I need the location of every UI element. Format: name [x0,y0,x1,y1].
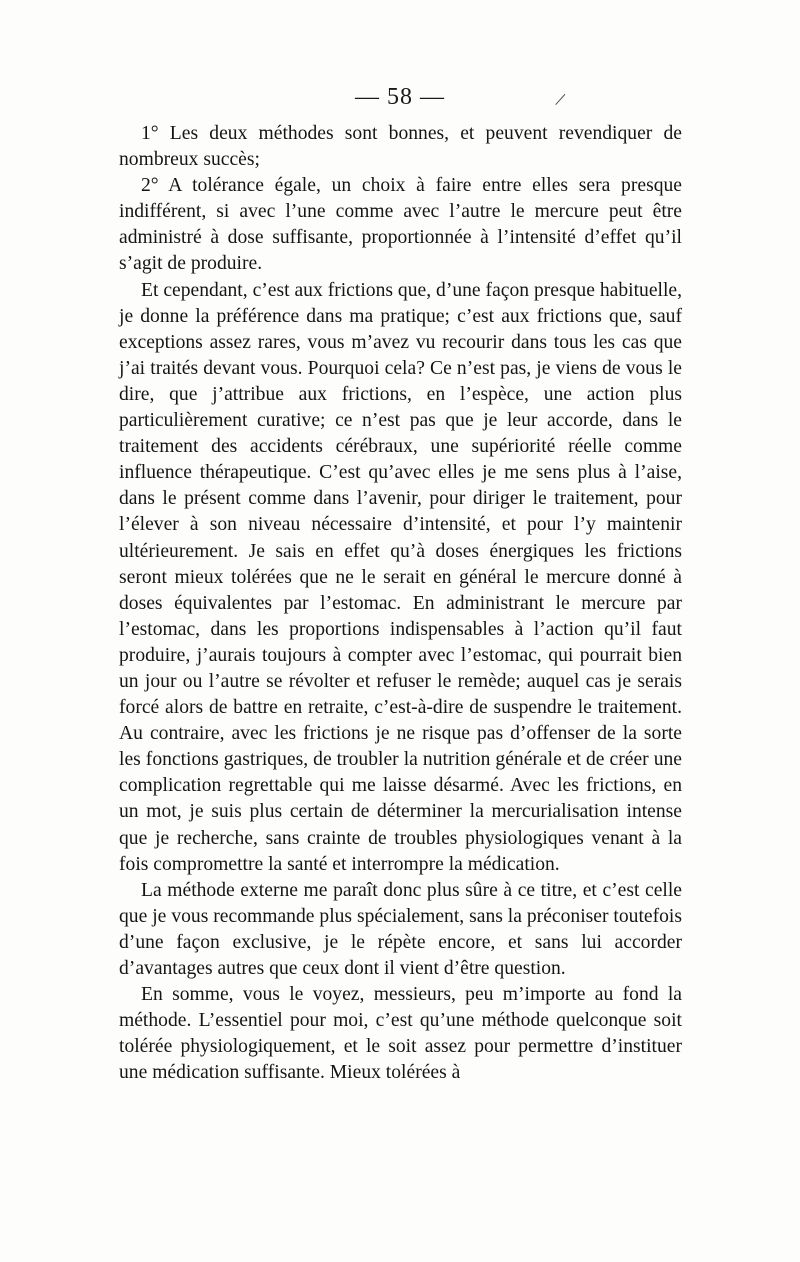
paragraph-4: La méthode externe me paraît donc plus sûre à ce titre, et c’est celle que je vous recommande plus spécialement, sans la préconiser toutefois d’une façon exclusive, je le répète encore, et sans lui accorder d’avantages autres que ceux dont il vient d’être question. [119,879,682,979]
paragraph-5: En somme, vous le voyez, messieurs, peu m’importe au fond la méthode. L’essentiel pour moi, c’est qu’une méthode quelconque soit tolérée physiologiquement, et le soit assez pour permettre d’instituer une médication suffisante. Mieux tolérées à [119,984,682,1084]
paragraph-2: 2° A tolérance égale, un choix à faire entre elles sera presque indifférent, si avec l’une comme avec l’autre le mercure peut être administré à dose suffisante, proportionnée à l’intensité d’effet qu’il s’agit de produire. [119,175,682,275]
body-text [119,121,682,1086]
page-number: — 58 — [355,84,445,110]
paragraph-1: 1° Les deux méthodes sont bonnes, et peuvent revendiquer de nombreux succès; [119,123,682,171]
paragraph-3: Et cependant, c’est aux frictions que, d’une façon presque habituelle, je donne la préférence dans ma pratique; c’est aux frictions que, sauf exceptions assez rares, vous m’avez vu recourir dans tous les cas que j’ai traités devant vous. Pourquoi cela? Ce n’est pas, je viens de vous le dire, que j’attribue aux frictions, en l’espèce, une action plus particulièrement curative; ce n’est pas que je leur accorde, dans le traitement des accidents cérébraux, une supériorité réelle comme influence thérapeutique. C’est qu’avec elles je me sens plus à l’aise, dans le présent comme dans l’avenir, pour diriger le traitement, pour l’élever à son niveau nécessaire d’intensité, et pour l’y maintenir ultérieurement. Je sais en effet qu’à doses énergiques les frictions seront mieux tolérées que ne le serait en général le mercure donné à doses équivalentes par l’estomac. En administrant le mercure par l’estomac, dans les proportions indispensables à l’action qu’il faut produire, j’aurais toujours à compter avec l’estomac, qui pourrait bien un jour ou l’autre se révolter et refuser le remède; auquel cas je serais forcé alors de battre en retraite, c’est-à-dire de suspendre le traitement. Au contraire, avec les frictions je ne risque pas d’offenser de la sorte les fonctions gastriques, de troubler la nutrition générale et de créer une complication regrettable qui me laisse désarmé. Avec les frictions, en un mot, je suis plus certain de déterminer la mercurialisation intense que je recherche, sans crainte de troubles physiologiques venant à la fois compromettre la santé et interrompre la médication. [119,279,682,875]
